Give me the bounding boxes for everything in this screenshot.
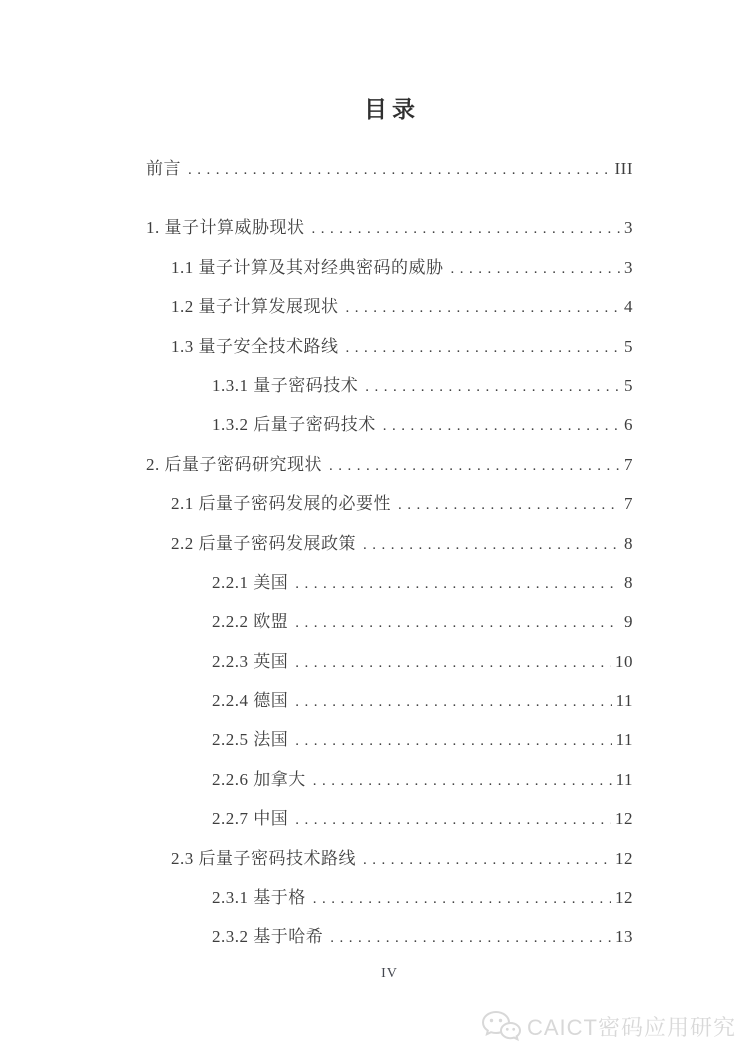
toc-page-number: 3 <box>624 257 633 277</box>
toc-entry-label: 1.2 量子计算发展现状 <box>171 297 339 317</box>
toc-entry <box>146 366 633 405</box>
toc-entry <box>146 681 633 720</box>
toc-entry <box>146 878 633 917</box>
toc-entry-label: 2.2.2 欧盟 <box>212 612 289 632</box>
toc-page-number: 11 <box>615 769 633 789</box>
toc-entry-label: 2.3.1 基于格 <box>212 888 306 908</box>
toc-entry <box>146 248 633 287</box>
toc-entry-label: 1.3.1 量子密码技术 <box>212 375 359 395</box>
watermark-text: CAICT密码应用研究 <box>526 1014 736 1040</box>
toc-page-number: 9 <box>624 612 633 632</box>
toc-dot-leader <box>363 524 620 565</box>
toc-entry-label: 2.2.5 法国 <box>212 730 289 750</box>
toc-page-number: 12 <box>615 888 633 908</box>
toc-page-number: 5 <box>624 336 633 356</box>
toc-entry-label: 2.2 后量子密码发展政策 <box>171 533 356 553</box>
toc-dot-leader <box>451 248 621 289</box>
toc-dot-leader <box>346 287 621 328</box>
wechat-icon <box>481 1010 521 1042</box>
toc-page-number: 7 <box>624 494 633 514</box>
toc-entry <box>146 760 633 799</box>
toc-entry <box>146 917 633 956</box>
toc-dot-leader <box>295 681 611 722</box>
toc-dot-leader <box>383 405 620 446</box>
toc-entry <box>146 524 633 563</box>
toc-dot-leader <box>295 563 620 604</box>
toc-entry-label: 2.2.7 中国 <box>212 809 289 829</box>
toc-entry-label: 2.2.6 加拿大 <box>212 769 306 789</box>
toc-page-number: 8 <box>624 572 633 592</box>
toc-page-number: 13 <box>615 927 633 947</box>
toc-dot-leader <box>295 720 611 761</box>
toc-dot-leader <box>313 878 611 919</box>
watermark <box>481 1010 736 1042</box>
toc-entry <box>146 287 633 326</box>
toc-entry-label: 2.2.3 英国 <box>212 651 289 671</box>
toc-entry-label: 2.2.1 美国 <box>212 572 289 592</box>
toc-entry-label: 1.3 量子安全技术路线 <box>171 336 339 356</box>
toc-entry <box>146 327 633 366</box>
toc-dot-leader <box>365 366 620 407</box>
toc-entry-label: 2.3 后量子密码技术路线 <box>171 848 356 868</box>
toc-dot-leader <box>329 445 620 486</box>
toc-entry <box>146 208 633 247</box>
toc-entry-label: 1.1 量子计算及其对经典密码的威胁 <box>171 257 444 277</box>
toc-entry <box>146 720 633 759</box>
toc-page-number: 10 <box>615 651 633 671</box>
toc-entry <box>146 602 633 641</box>
toc-dot-leader <box>295 602 620 643</box>
toc-page-number: 5 <box>624 375 633 395</box>
toc-dot-leader <box>398 484 620 525</box>
page-number: IV <box>381 966 398 981</box>
toc-entry-label: 1. 量子计算威胁现状 <box>146 218 305 238</box>
toc-page-number: 12 <box>615 848 633 868</box>
toc-page-number: 3 <box>624 218 633 238</box>
toc-entry-label: 2. 后量子密码研究现状 <box>146 454 322 474</box>
toc-entry <box>146 839 633 878</box>
toc-entry <box>146 642 633 681</box>
toc-page-number: 4 <box>624 297 633 317</box>
toc-dot-leader <box>363 839 611 880</box>
toc-entry-label: 2.1 后量子密码发展的必要性 <box>171 494 391 514</box>
toc-entry <box>146 484 633 523</box>
toc-entry-label: 1.3.2 后量子密码技术 <box>212 415 376 435</box>
toc-page-number: 6 <box>624 415 633 435</box>
toc-entry <box>146 405 633 444</box>
toc-page-number: 12 <box>615 809 633 829</box>
toc-dot-leader <box>295 642 611 683</box>
toc-page-number: 7 <box>624 454 633 474</box>
toc-entry <box>146 445 633 484</box>
toc-entry <box>146 149 633 188</box>
toc-dot-leader <box>313 760 612 801</box>
toc-dot-leader <box>312 208 621 249</box>
toc-dot-leader <box>188 149 611 190</box>
toc-entry-label: 2.2.4 德国 <box>212 691 289 711</box>
toc-page-number: 11 <box>615 691 633 711</box>
toc-dot-leader <box>330 917 611 958</box>
toc-page-number: 11 <box>615 730 633 750</box>
page-title: 目录 <box>364 97 420 122</box>
toc-dot-leader <box>295 799 611 840</box>
toc-list <box>146 149 633 957</box>
toc-page-number: 8 <box>624 533 633 553</box>
toc-entry-label: 前言 <box>146 159 181 178</box>
toc-entry-label: 2.3.2 基于哈希 <box>212 927 324 947</box>
toc-entry <box>146 563 633 602</box>
toc-entry <box>146 799 633 838</box>
toc-page-number: III <box>614 159 633 178</box>
toc-dot-leader <box>346 327 621 368</box>
